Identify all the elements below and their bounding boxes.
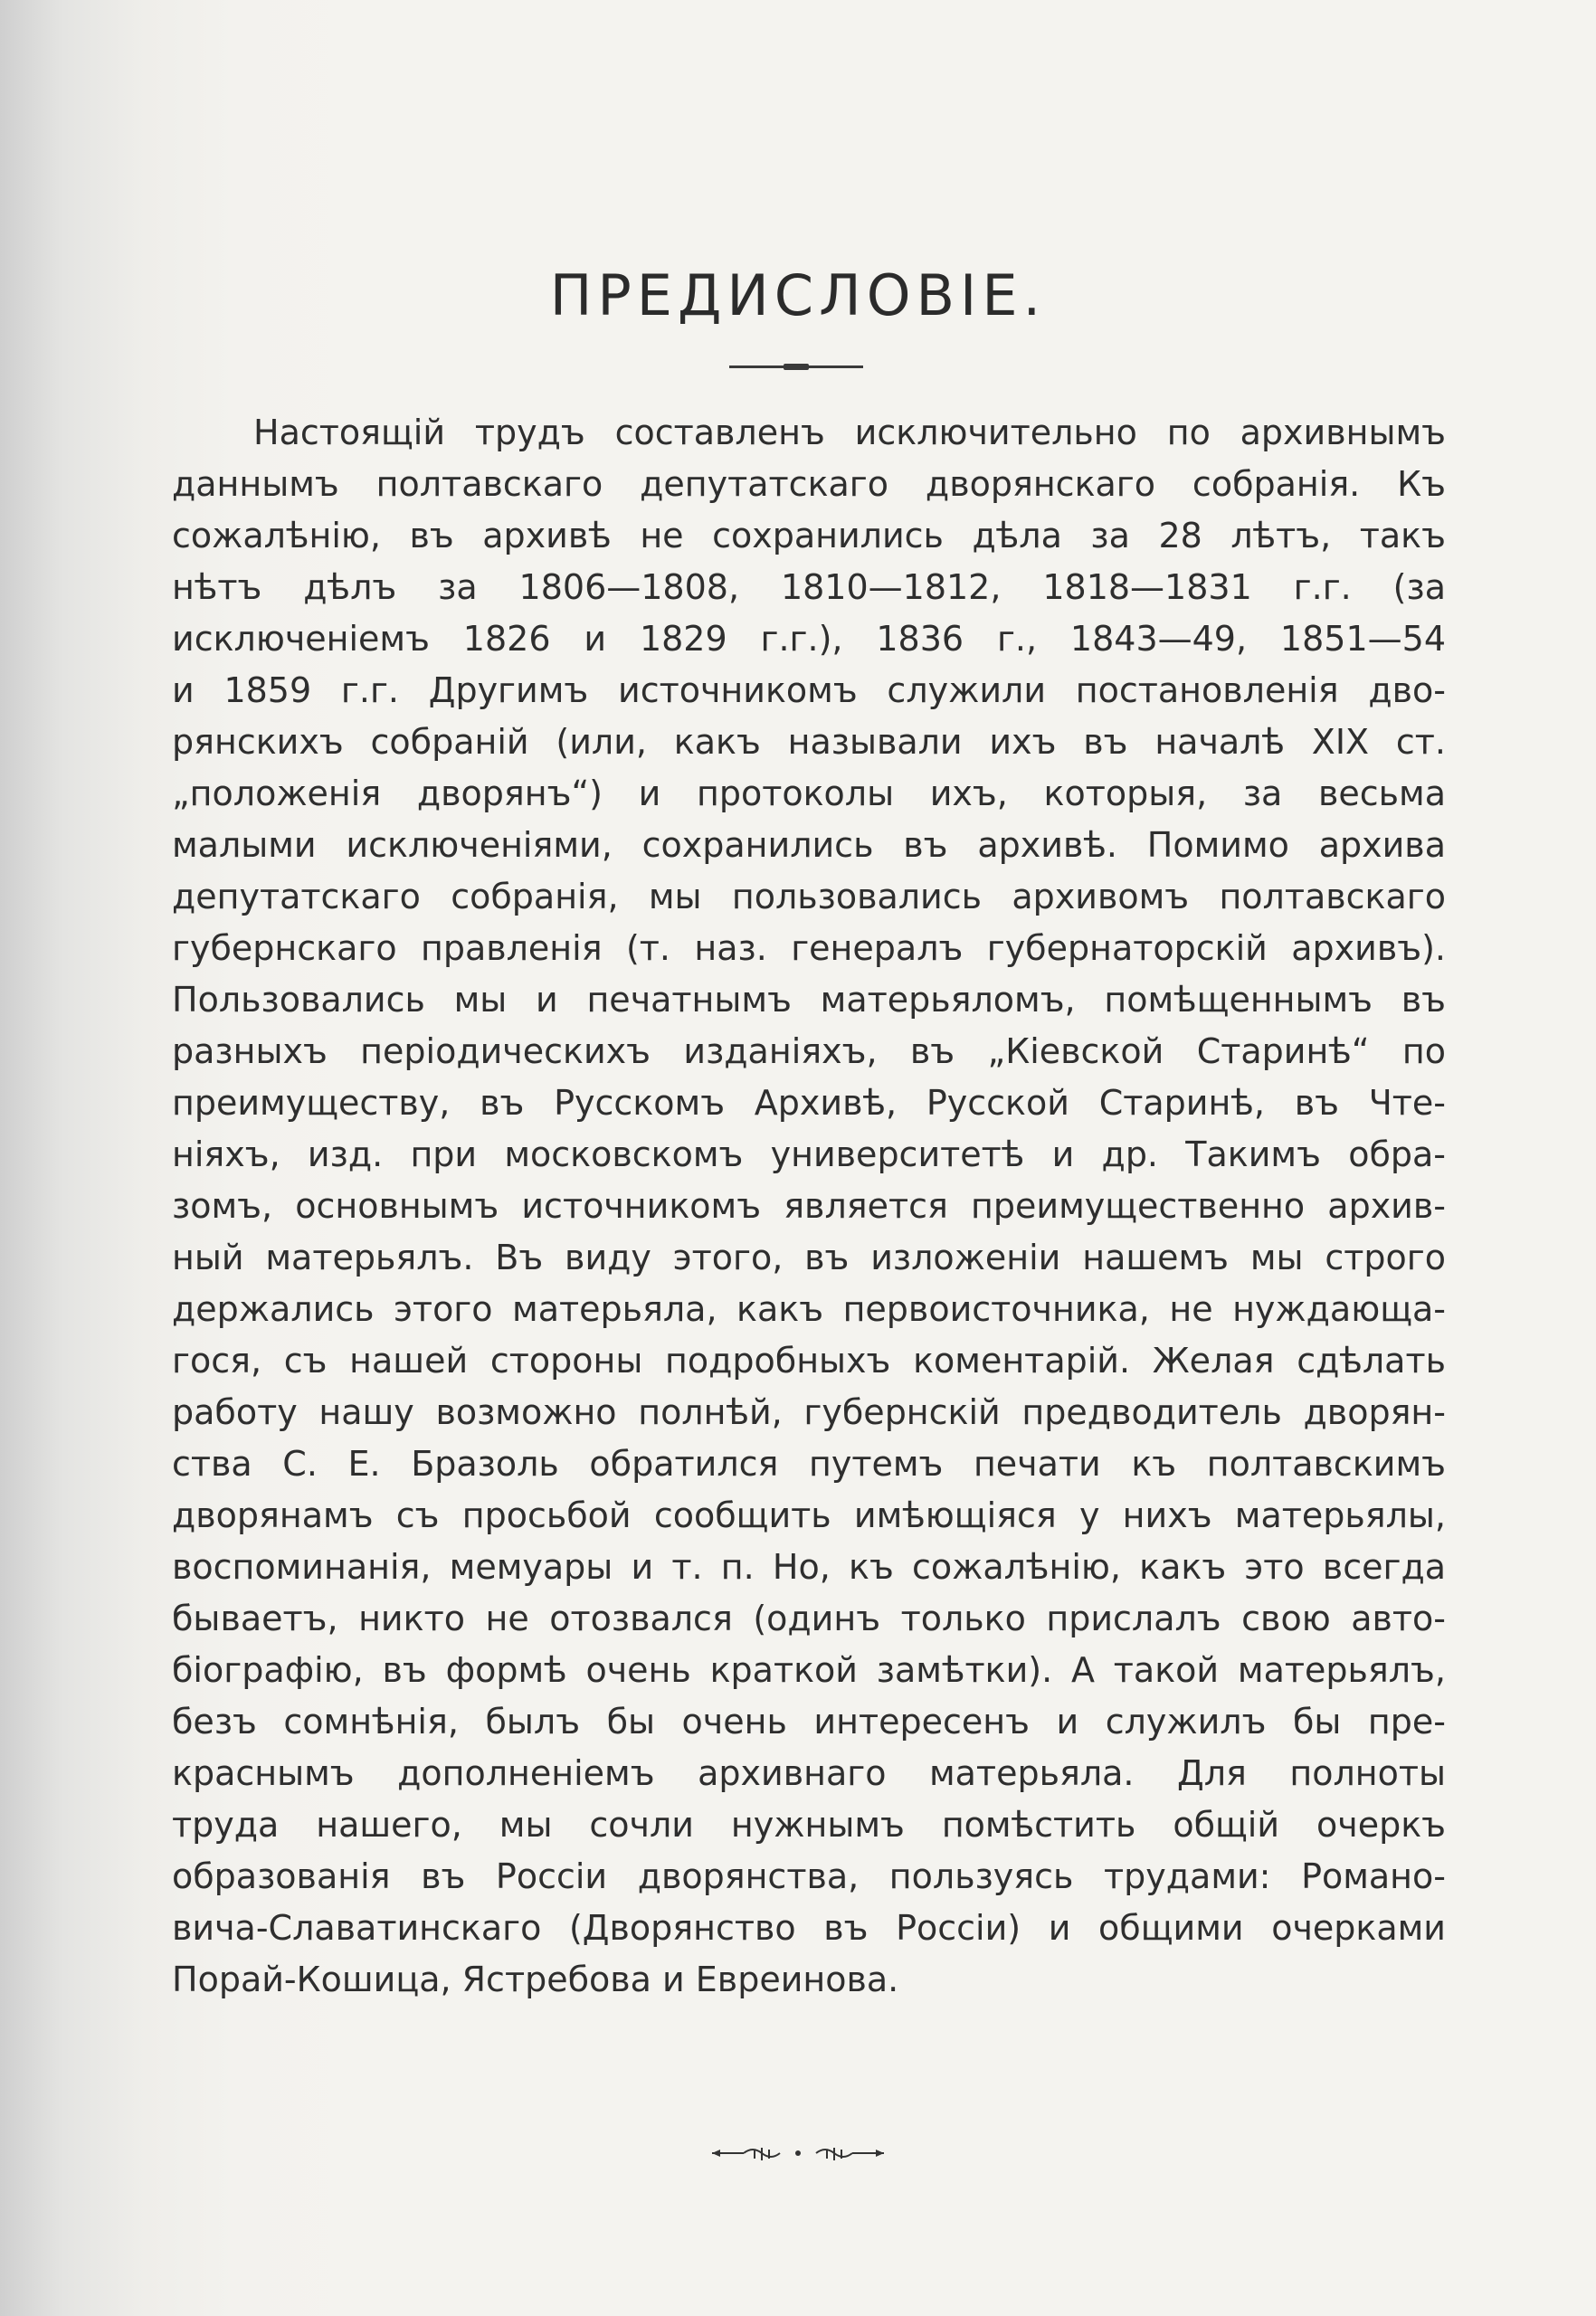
text-line: исключеніемъ 1826 и 1829 г.г.), 1836 г., 1843—49, 1851—54: [172, 619, 1446, 659]
text-line: Настоящій трудъ составленъ исключительно по архивнымъ: [253, 413, 1446, 452]
text-line: нѣтъ дѣлъ за 1806—1808, 1810—1812, 1818—1831 г.г. (за: [172, 567, 1446, 607]
page-title: ПРЕДИСЛОВІЕ.: [549, 262, 1047, 328]
text-line: и 1859 г.г. Другимъ источникомъ служили постановленія дво-: [172, 670, 1446, 710]
text-line: зомъ, основнымъ источникомъ является преимущественно архив-: [172, 1186, 1446, 1226]
text-line: дворянамъ съ просьбой сообщить имѣющіяся у нихъ матерьялы,: [172, 1495, 1446, 1535]
text-line: даннымъ полтавскаго депутатскаго дворянскаго собранія. Къ: [172, 464, 1446, 504]
text-line: бываетъ, никто не отозвался (одинъ только прислалъ свою авто-: [172, 1599, 1446, 1638]
title-rule: [729, 365, 863, 368]
text-line: ства С. Е. Бразоль обратился путемъ печати къ полтавскимъ: [172, 1444, 1446, 1484]
text-line: труда нашего, мы сочли нужнымъ помѣстить общій очеркъ: [172, 1805, 1446, 1845]
text-line: воспоминанія, мемуары и т. п. Но, къ сожалѣнію, какъ это всегда: [172, 1547, 1446, 1587]
text-line: держались этого матерьяла, какъ первоисточника, не нуждающа-: [172, 1289, 1446, 1329]
preface-paragraph: [172, 407, 1446, 2006]
ornament-fleuron-icon: [708, 2144, 888, 2166]
text-line: Пользовались мы и печатнымъ матерьяломъ, помѣщеннымъ въ: [172, 980, 1446, 1020]
text-line: краснымъ дополненіемъ архивнаго матерьяла. Для полноты: [172, 1753, 1446, 1793]
text-line: біографію, въ формѣ очень краткой замѣтки). А такой матерьялъ,: [172, 1650, 1446, 1690]
text-line: „положенія дворянъ“) и протоколы ихъ, которыя, за весьма: [172, 774, 1446, 813]
text-line: преимуществу, въ Русскомъ Архивѣ, Русской Старинѣ, въ Чте-: [172, 1083, 1446, 1123]
text-line: губернскаго правленія (т. наз. генералъ губернаторскій архивъ).: [172, 928, 1446, 968]
text-line: малыми исключеніями, сохранились въ архивѣ. Помимо архива: [172, 825, 1446, 865]
text-line: ный матерьялъ. Въ виду этого, въ изложеніи нашемъ мы строго: [172, 1238, 1446, 1277]
text-line: сожалѣнію, въ архивѣ не сохранились дѣла за 28 лѣтъ, такъ: [172, 516, 1446, 555]
text-line: образованія въ Россіи дворянства, пользуясь трудами: Романо-: [172, 1856, 1446, 1896]
text-line: ніяхъ, изд. при московскомъ университетѣ и др. Такимъ обра-: [172, 1134, 1446, 1174]
text-line: разныхъ періодическихъ изданіяхъ, въ „Кіевской Старинѣ“ по: [172, 1031, 1446, 1071]
text-line: работу нашу возможно полнѣй, губернскій предводитель дворян-: [172, 1392, 1446, 1432]
text-line: безъ сомнѣнія, былъ бы очень интересенъ и служилъ бы пре-: [172, 1702, 1446, 1742]
text-line: депутатскаго собранія, мы пользовались архивомъ полтавскаго: [172, 877, 1446, 916]
text-line: вича-Славатинскаго (Дворянство въ Россіи) и общими очерками: [172, 1908, 1446, 1948]
text-line: гося, съ нашей стороны подробныхъ коментарій. Желая сдѣлать: [172, 1341, 1446, 1381]
text-line-last: Порай-Кошица, Ястребова и Евреинова.: [172, 1960, 899, 1999]
text-line: рянскихъ собраній (или, какъ называли ихъ въ началѣ XIX ст.: [172, 722, 1446, 762]
